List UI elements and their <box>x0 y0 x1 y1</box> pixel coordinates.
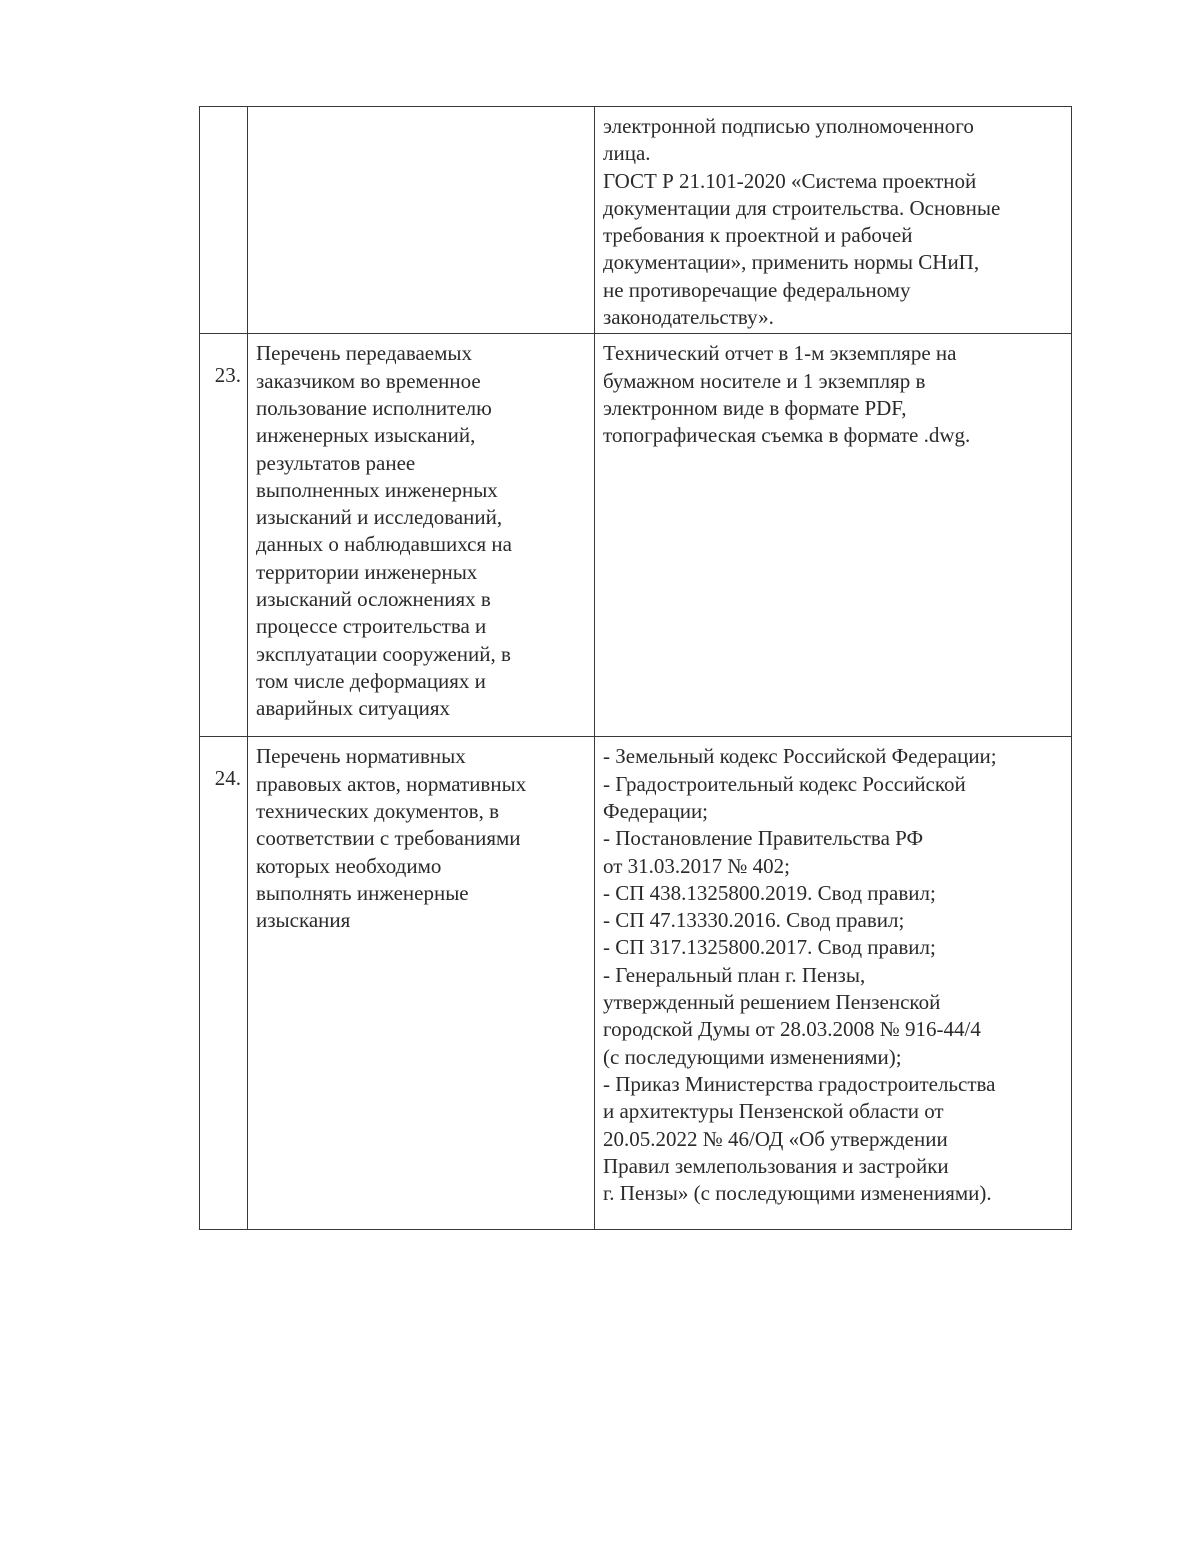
row-number-cell: 23. <box>200 334 248 737</box>
value-line: бумажном носителе и 1 экземпляр в <box>603 368 926 393</box>
value-line: документации для строительства. Основные <box>603 195 1001 220</box>
label-line: заказчиком во временное <box>256 368 481 393</box>
value-line: - Постановление Правительства РФ <box>603 826 924 851</box>
label-line: территории инженерных <box>256 559 478 584</box>
value-line: - Приказ Министерства градостроительства <box>603 1071 996 1096</box>
row-value-cell <box>595 334 1072 737</box>
label-line: результатов ранее <box>256 450 416 475</box>
label-line: пользование исполнителю <box>256 395 492 420</box>
value-line: требования к проектной и рабочей <box>603 223 913 248</box>
value-line: - СП 317.1325800.2017. Свод правил; <box>603 935 936 960</box>
table-row-24 <box>200 737 1072 1230</box>
label-line: технических документов, в <box>256 798 500 823</box>
value-line: законодательству». <box>603 305 774 330</box>
value-line: и архитектуры Пензенской области от <box>603 1099 944 1124</box>
label-line: данных о наблюдавшихся на <box>256 532 512 557</box>
label-line: изыскания <box>256 908 351 933</box>
value-line: электронной подписью уполномоченного <box>603 114 974 138</box>
value-line: ГОСТ Р 21.101-2020 «Система проектной <box>603 168 977 193</box>
value-line: не противоречащие федеральному <box>603 277 911 302</box>
value-line: - Градостроительный кодекс Российской <box>603 771 966 796</box>
row-label-cell <box>248 737 595 1230</box>
label-line: процессе строительства и <box>256 614 487 639</box>
label-line: изысканий и исследований, <box>256 505 503 530</box>
requirements-table <box>199 106 1072 1230</box>
label-line: правовых актов, нормативных <box>256 771 527 796</box>
row-number-cell <box>200 107 248 334</box>
row-label-cell <box>248 107 595 334</box>
label-line: соответствии с требованиями <box>256 826 521 851</box>
value-line: утвержденный решением Пензенской <box>603 990 941 1015</box>
label-line: эксплуатации сооружений, в <box>256 641 511 666</box>
label-line: которых необходимо <box>256 853 442 878</box>
row-label-cell <box>248 334 595 737</box>
label-line: выполненных инженерных <box>256 477 498 502</box>
value-line: - СП 47.13330.2016. Свод правил; <box>603 908 905 933</box>
value-line: документации», применить нормы СНиП, <box>603 250 980 275</box>
value-line: городской Думы от 28.03.2008 № 916-44/4 <box>603 1017 981 1042</box>
value-line: Правил землепользования и застройки <box>603 1153 949 1178</box>
label-line: Перечень нормативных <box>256 744 466 769</box>
label-line: изысканий осложнениях в <box>256 587 491 612</box>
label-line: том числе деформациях и <box>256 668 486 693</box>
value-line: лица. <box>603 141 651 166</box>
row-value-cell <box>595 107 1072 334</box>
table-row-continued <box>200 107 1072 334</box>
value-line: (с последующими изменениями); <box>603 1044 902 1069</box>
value-line: - Земельный кодекс Российской Федерации; <box>603 744 997 769</box>
value-line: Технический отчет в 1-м экземпляре на <box>603 341 957 366</box>
row-number-cell: 24. <box>200 737 248 1230</box>
label-line: выполнять инженерные <box>256 880 469 905</box>
value-line: Федерации; <box>603 798 709 823</box>
label-line: аварийных ситуациях <box>256 696 450 721</box>
value-line: - СП 438.1325800.2019. Свод правил; <box>603 880 936 905</box>
value-line: топографическая съемка в формате .dwg. <box>603 423 971 448</box>
label-line: инженерных изысканий, <box>256 423 476 448</box>
table-row-23 <box>200 334 1072 737</box>
value-line: от 31.03.2017 № 402; <box>603 853 791 878</box>
value-line: г. Пензы» (с последующими изменениями). <box>603 1181 992 1206</box>
value-line: - Генеральный план г. Пензы, <box>603 962 866 987</box>
label-line: Перечень передаваемых <box>256 341 473 366</box>
row-value-cell <box>595 737 1072 1230</box>
value-line: 20.05.2022 № 46/ОД «Об утверждении <box>603 1126 948 1151</box>
value-line: электронном виде в формате PDF, <box>603 395 907 420</box>
